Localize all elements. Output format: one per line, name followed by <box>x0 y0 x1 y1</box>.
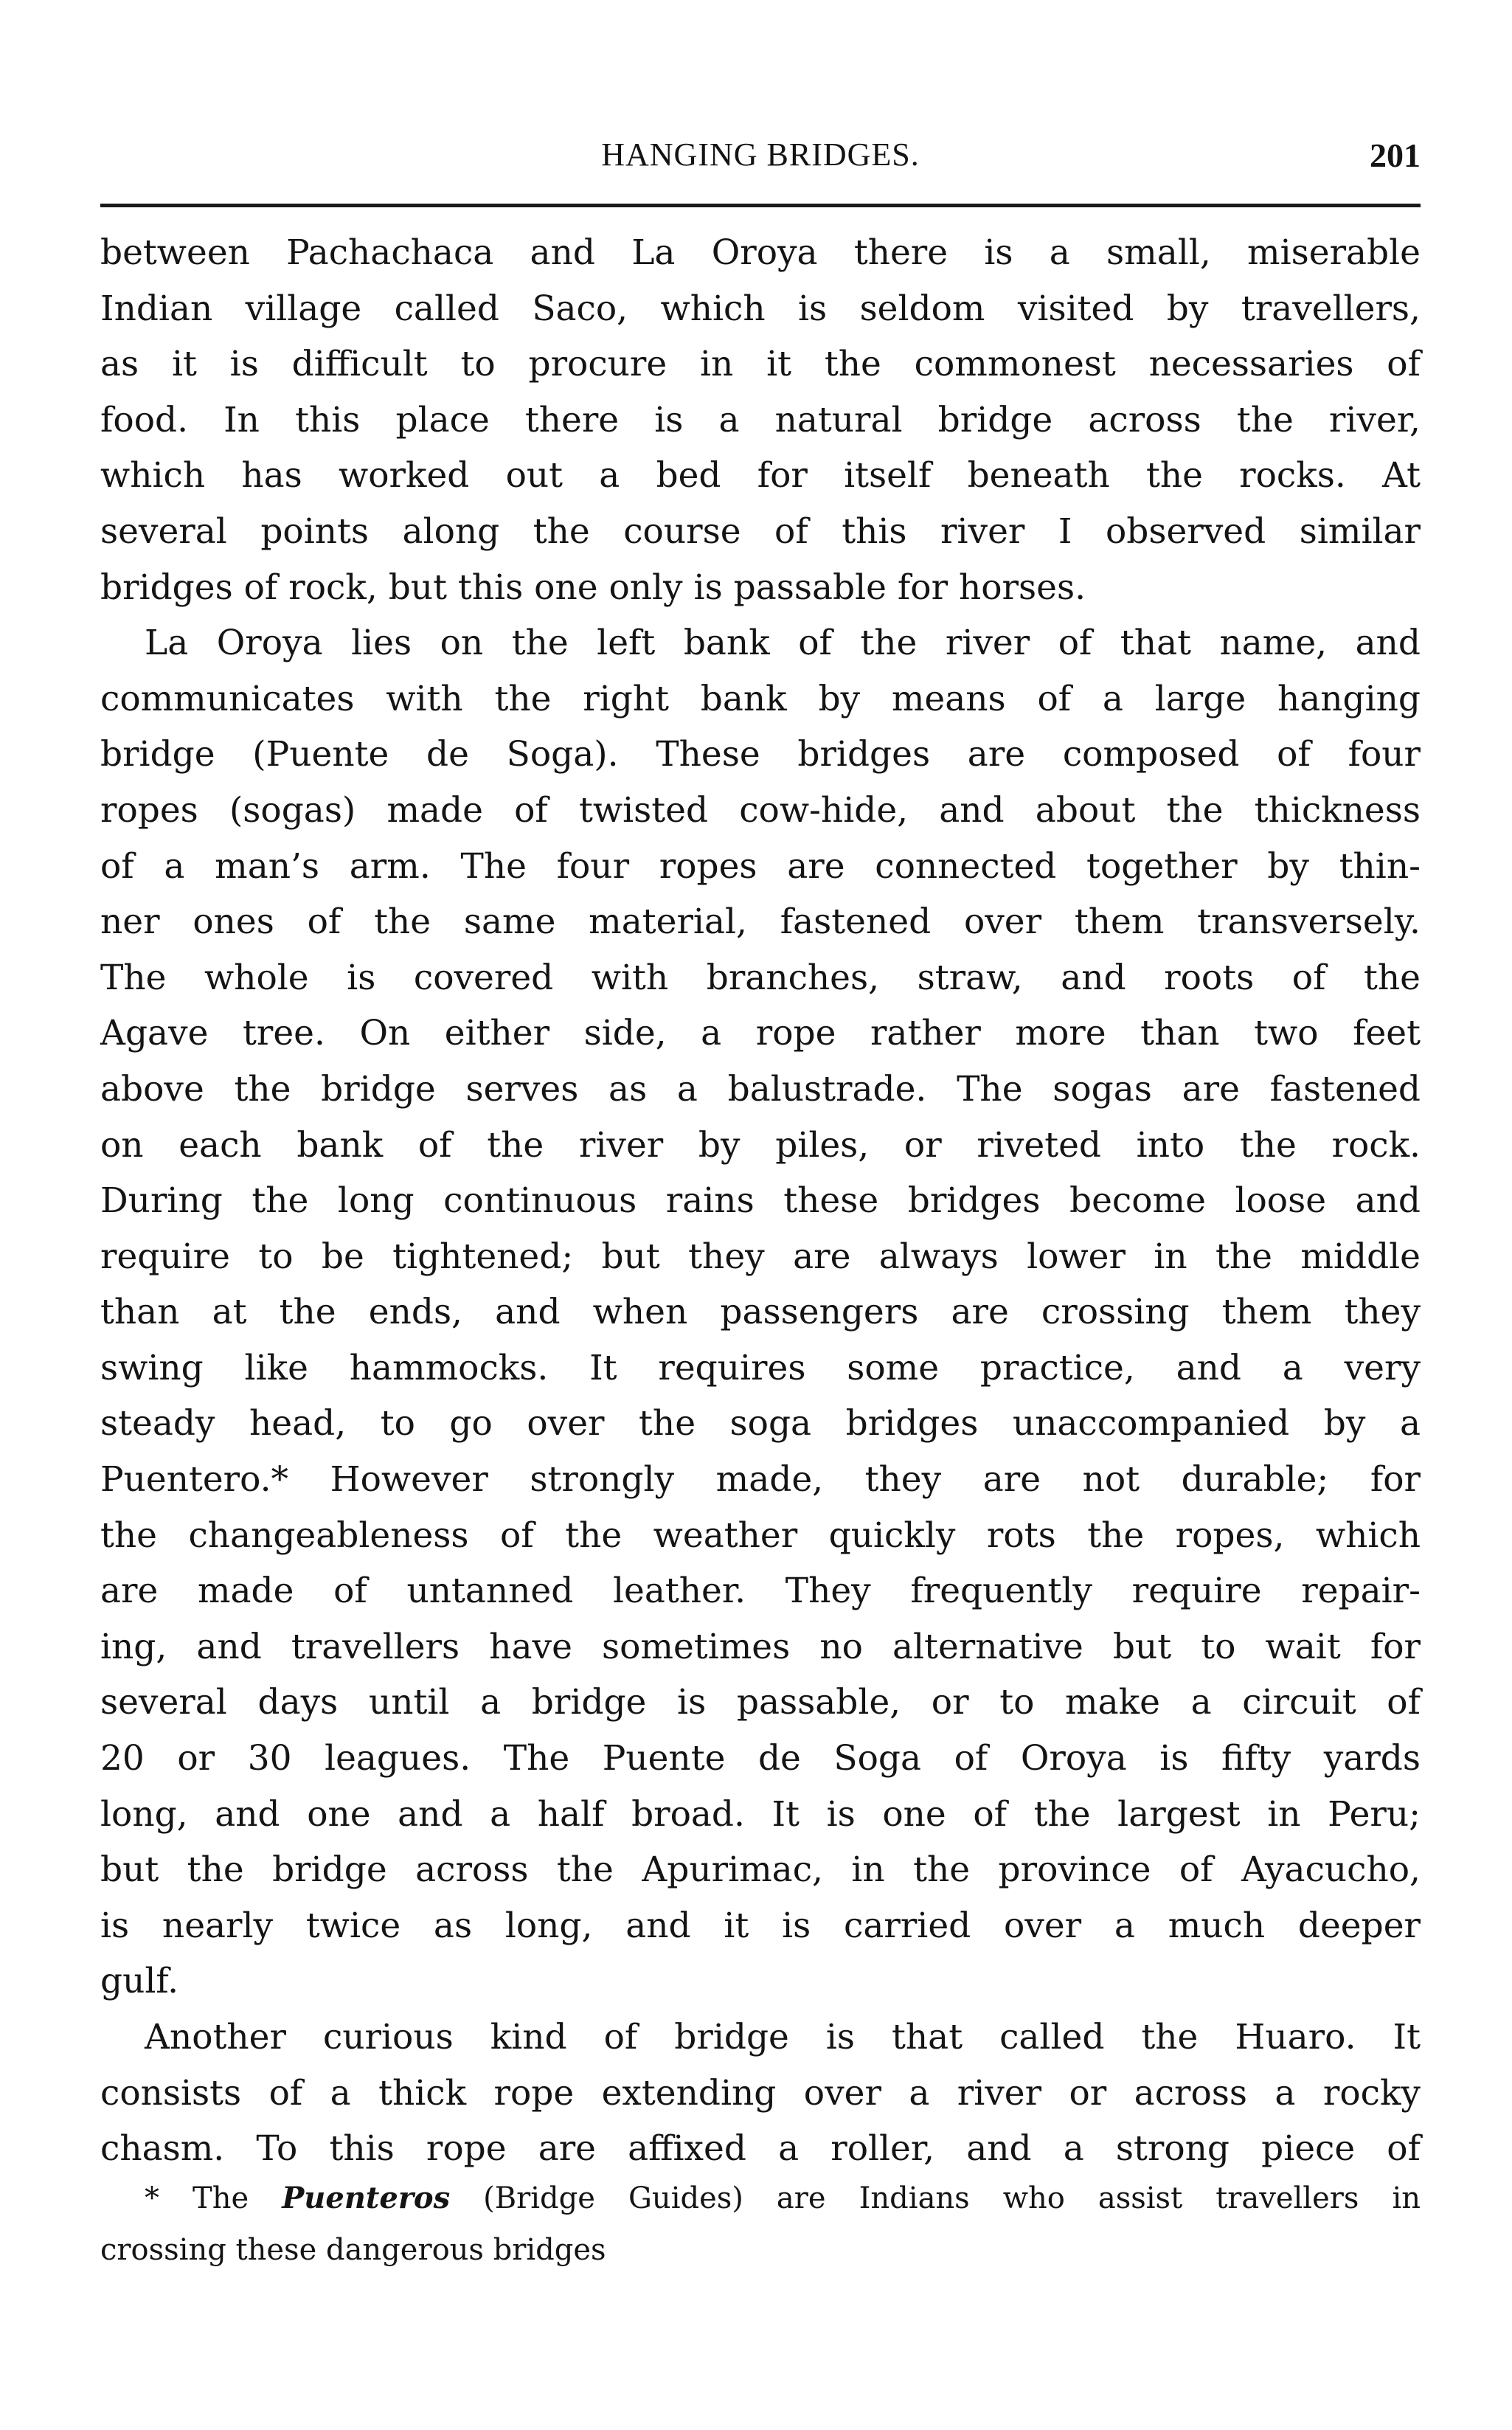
text-line: food. In this place there is a natural bridge across the river, <box>100 399 1421 440</box>
text-line: the changeableness of the weather quickly rots the ropes, which <box>100 1515 1421 1556</box>
text-line: several points along the course of this river I observed similar <box>100 510 1421 552</box>
text-line: ing, and travellers have sometimes no alternative but to wait for <box>100 1626 1421 1667</box>
text-line: bridges of rock, but this one only is passable for horses. <box>100 567 1086 608</box>
text-line: which has worked out a bed for itself beneath the rocks. At <box>100 455 1421 496</box>
page-number: 201 <box>1370 136 1421 174</box>
text-line: between Pachachaca and La Oroya there is a small, miserable <box>100 232 1421 273</box>
text-line: communicates with the right bank by means of a large hanging <box>100 678 1421 719</box>
text-line: Agave tree. On either side, a rope rather more than two feet <box>100 1013 1421 1054</box>
text-line: Puentero.* However strongly made, they are not durable; for <box>100 1459 1421 1500</box>
text-line: chasm. To this rope are affixed a roller, and a strong piece of <box>100 2128 1421 2170</box>
text-line: The whole is covered with branches, straw, and roots of the <box>100 957 1421 998</box>
text-line: bridge (Puente de Soga). These bridges are composed of four <box>100 734 1421 775</box>
text-line: ner ones of the same material, fastened over them transversely. <box>100 901 1421 943</box>
text-line: are made of untanned leather. They frequently require repair- <box>100 1571 1421 1612</box>
text-line: swing like hammocks. It requires some practice, and a very <box>100 1347 1421 1388</box>
footnote-line <box>100 2173 1421 2224</box>
text-line: La Oroya lies on the left bank of the river of that name, and <box>145 623 1421 664</box>
footnote-text: (Bridge Guides) are Indians who assist travellers in <box>483 2181 1421 2215</box>
text-line: require to be tightened; but they are always lower in the middle <box>100 1236 1421 1277</box>
footnote-marker: * The <box>145 2181 249 2215</box>
text-line: During the long continuous rains these bridges become loose and <box>100 1180 1421 1222</box>
text-line: above the bridge serves as a balustrade. The sogas are fastened <box>100 1068 1421 1110</box>
text-line: on each bank of the river by piles, or riveted into the rock. <box>100 1124 1421 1166</box>
text-line: ropes (sogas) made of twisted cow-hide, and about the thickness <box>100 789 1421 831</box>
text-line: long, and one and a half broad. It is one of the largest in Peru; <box>100 1793 1421 1835</box>
text-line: gulf. <box>100 1961 179 2002</box>
header-rule <box>100 204 1421 207</box>
text-line: several days until a bridge is passable, or to make a circuit of <box>100 1682 1421 1723</box>
text-line: but the bridge across the Apurimac, in the province of Ayacucho, <box>100 1849 1421 1891</box>
running-head <box>100 136 1421 187</box>
chapter-running-title: HANGING BRIDGES. <box>601 136 920 173</box>
text-line: is nearly twice as long, and it is carried over a much deeper <box>100 1905 1421 1946</box>
footnote-term: Puenteros <box>282 2181 451 2215</box>
text-line: steady head, to go over the soga bridges unaccompanied by a <box>100 1403 1421 1444</box>
text-line: Indian village called Saco, which is seldom visited by travellers, <box>100 288 1421 329</box>
text-line: than at the ends, and when passengers are crossing them they <box>100 1292 1421 1333</box>
body-text <box>100 225 1421 2177</box>
text-line: Another curious kind of bridge is that called the Huaro. It <box>145 2017 1421 2057</box>
footnote <box>100 2173 1421 2276</box>
footnote-line: crossing these dangerous bridges <box>100 2233 606 2267</box>
text-line: consists of a thick rope extending over a river or across a rocky <box>100 2072 1421 2114</box>
text-line: of a man’s arm. The four ropes are connected together by thin- <box>100 845 1421 887</box>
text-line: as it is difficult to procure in it the commonest necessaries of <box>100 344 1421 385</box>
text-line: 20 or 30 leagues. The Puente de Soga of Oroya is fifty yards <box>100 1738 1421 1779</box>
